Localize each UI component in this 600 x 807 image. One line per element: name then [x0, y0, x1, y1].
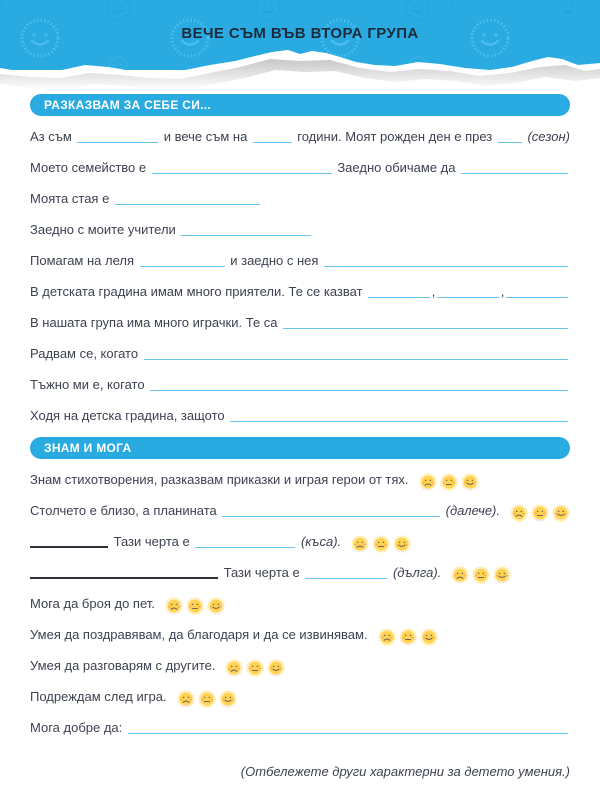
row-text: ,	[500, 284, 505, 299]
fill-in-blank[interactable]	[368, 285, 430, 298]
emoji-sad-icon[interactable]	[165, 597, 183, 615]
emoji-neutral-icon[interactable]	[186, 597, 204, 615]
form-row	[30, 406, 570, 425]
row-text: Тази черта е	[220, 565, 304, 580]
row-text: Аз съм	[30, 129, 76, 144]
row-text: Помагам на леля	[30, 253, 138, 268]
row-text: Подреждам след игра.	[30, 689, 167, 704]
emoji-sad-icon[interactable]	[351, 535, 369, 553]
form-row	[30, 470, 570, 489]
row-text: Моята стая е	[30, 191, 113, 206]
fill-in-blank[interactable]	[230, 409, 568, 422]
emoji-sad-icon[interactable]	[419, 473, 437, 491]
rating-emoji-group	[378, 628, 438, 646]
emoji-happy-icon[interactable]	[461, 473, 479, 491]
rating-emoji-group	[419, 473, 479, 491]
rating-emoji-group	[510, 504, 570, 522]
emoji-sad-icon[interactable]	[225, 659, 243, 677]
section-header: РАЗКАЗВАМ ЗА СЕБЕ СИ...	[30, 94, 570, 116]
row-text: ,	[431, 284, 436, 299]
hint-text: (къса).	[297, 534, 342, 549]
emoji-sad-icon[interactable]	[378, 628, 396, 646]
hint-text: (сезон)	[523, 129, 570, 144]
row-text: и вече съм на	[160, 129, 251, 144]
row-text: В детската градина имам много приятели. Те се казват	[30, 284, 367, 299]
emoji-happy-icon[interactable]	[420, 628, 438, 646]
rating-emoji-group	[225, 659, 285, 677]
form-row	[30, 127, 570, 146]
fill-in-blank[interactable]	[115, 192, 260, 205]
emoji-neutral-icon[interactable]	[531, 504, 549, 522]
form-row	[30, 251, 570, 270]
page-title: ВЕЧЕ СЪМ ВЪВ ВТОРА ГРУПА	[181, 25, 419, 42]
row-text: Тъжно ми е, когато	[30, 377, 149, 392]
row-text: години. Моят рожден ден е през	[293, 129, 496, 144]
footer-area	[30, 758, 570, 779]
row-text: Мога да броя до пет.	[30, 596, 155, 611]
rating-emoji-group	[165, 597, 225, 615]
fill-in-blank[interactable]	[140, 254, 225, 267]
form-row	[30, 375, 570, 394]
form-row	[30, 282, 570, 301]
fill-in-blank[interactable]	[437, 285, 499, 298]
fill-in-blank[interactable]	[283, 316, 568, 329]
fill-in-blank[interactable]	[253, 130, 292, 143]
row-text: Радвам се, когато	[30, 346, 142, 361]
printed-line	[30, 565, 218, 579]
fill-in-blank[interactable]	[144, 347, 568, 360]
fill-in-blank[interactable]	[181, 223, 311, 236]
form-row	[30, 158, 570, 177]
torn-paper-edge	[0, 44, 600, 96]
row-text: Ходя на детска градина, защото	[30, 408, 229, 423]
row-text: Заедно обичаме да	[333, 160, 460, 175]
rating-emoji-group	[351, 535, 411, 553]
fill-in-blank[interactable]	[152, 161, 332, 174]
emoji-sad-icon[interactable]	[451, 566, 469, 584]
row-text: Мога добре да:	[30, 720, 126, 735]
emoji-neutral-icon[interactable]	[440, 473, 458, 491]
emoji-happy-icon[interactable]	[493, 566, 511, 584]
form-row	[30, 656, 570, 675]
row-text: Столчето е близо, а планината	[30, 503, 221, 518]
footer-note: (Отбележете други характерни за детето умения.)	[240, 764, 570, 779]
hint-text: (дълга).	[389, 565, 442, 580]
form-content	[30, 94, 570, 749]
emoji-happy-icon[interactable]	[393, 535, 411, 553]
form-row	[30, 313, 570, 332]
emoji-happy-icon[interactable]	[219, 690, 237, 708]
form-row	[30, 563, 570, 582]
fill-in-blank[interactable]	[324, 254, 568, 267]
row-text: Заедно с моите учители	[30, 222, 180, 237]
fill-in-blank[interactable]	[77, 130, 158, 143]
hint-text: (далече).	[442, 503, 500, 518]
emoji-neutral-icon[interactable]	[399, 628, 417, 646]
row-text: и заедно с нея	[226, 253, 323, 268]
form-row	[30, 220, 570, 239]
emoji-neutral-icon[interactable]	[198, 690, 216, 708]
row-text: Умея да разговарям с другите.	[30, 658, 216, 673]
form-row	[30, 594, 570, 613]
fill-in-blank[interactable]	[195, 535, 295, 548]
row-text: Моето семейство е	[30, 160, 150, 175]
form-row	[30, 687, 570, 706]
rating-emoji-group	[451, 566, 511, 584]
row-text: В нашата група има много играчки. Те са	[30, 315, 282, 330]
emoji-happy-icon[interactable]	[552, 504, 570, 522]
emoji-sad-icon[interactable]	[510, 504, 528, 522]
section-header: ЗНАМ И МОГА	[30, 437, 570, 459]
form-row	[30, 718, 570, 737]
fill-in-blank[interactable]	[128, 721, 568, 734]
form-row	[30, 344, 570, 363]
form-row	[30, 501, 570, 520]
fill-in-blank[interactable]	[150, 378, 568, 391]
emoji-happy-icon[interactable]	[267, 659, 285, 677]
emoji-sad-icon[interactable]	[177, 690, 195, 708]
fill-in-blank[interactable]	[461, 161, 568, 174]
emoji-neutral-icon[interactable]	[372, 535, 390, 553]
form-row	[30, 625, 570, 644]
row-text: Знам стихотворения, разказвам приказки и играя герои от тях.	[30, 472, 409, 487]
form-row	[30, 189, 570, 208]
printed-line	[30, 534, 108, 548]
fill-in-blank[interactable]	[498, 130, 522, 143]
form-row	[30, 532, 570, 551]
emoji-neutral-icon[interactable]	[472, 566, 490, 584]
emoji-happy-icon[interactable]	[207, 597, 225, 615]
rating-emoji-group	[177, 690, 237, 708]
row-text: Умея да поздравявам, да благодаря и да се извинявам.	[30, 627, 368, 642]
fill-in-blank[interactable]	[506, 285, 568, 298]
fill-in-blank[interactable]	[222, 504, 440, 517]
row-text: Тази черта е	[110, 534, 194, 549]
fill-in-blank[interactable]	[305, 566, 387, 579]
emoji-neutral-icon[interactable]	[246, 659, 264, 677]
